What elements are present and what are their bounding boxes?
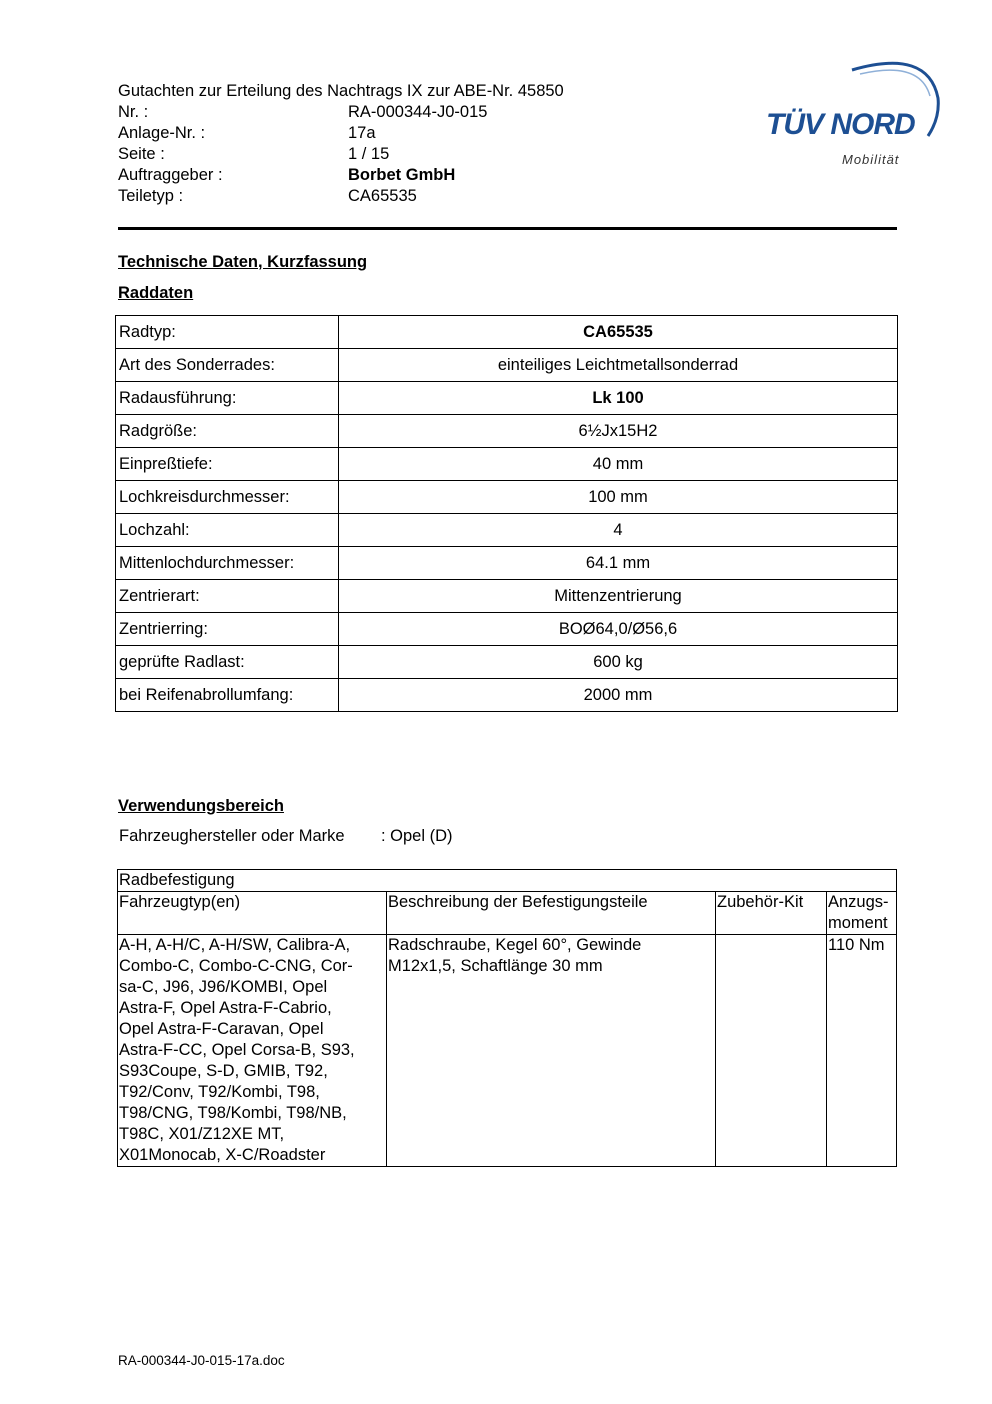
manufacturer-label: Fahrzeughersteller oder Marke xyxy=(119,827,345,845)
vehicle-line: sa-C, J96, J96/KOMBI, Opel xyxy=(119,978,328,996)
row-value: Mittenzentrierung xyxy=(339,580,898,613)
table-row xyxy=(116,349,898,382)
header-row-auftraggeber xyxy=(118,165,564,186)
vehicle-line: Opel Astra-F-Caravan, Opel xyxy=(119,1020,324,1038)
row-label: Zentrierring: xyxy=(116,613,339,646)
footer-filename: RA-000344-J0-015-17a.doc xyxy=(118,1353,285,1368)
vehicle-types-cell xyxy=(118,935,387,1167)
table-row xyxy=(118,935,897,1167)
torque-header-line1: Anzugs- xyxy=(828,893,889,911)
auftraggeber-value: Borbet GmbH xyxy=(348,166,456,184)
raddaten-table xyxy=(115,315,898,712)
row-value: 4 xyxy=(339,514,898,547)
document-title: Gutachten zur Erteilung des Nachtrags IX zur ABE-Nr. 45850 xyxy=(118,82,564,100)
row-label: Art des Sonderrades: xyxy=(116,349,339,382)
nr-label: Nr. : xyxy=(118,103,149,121)
vehicle-line: T92/Conv, T92/Kombi, T98, xyxy=(119,1083,320,1101)
manufacturer-value: : Opel (D) xyxy=(381,827,453,845)
row-value: 64.1 mm xyxy=(339,547,898,580)
vehicle-line: S93Coupe, S-D, GMIB, T92, xyxy=(119,1062,328,1080)
kit-cell xyxy=(716,935,827,1167)
torque-cell: 110 Nm xyxy=(827,935,897,1167)
section-heading-verwendung: Verwendungsbereich xyxy=(118,797,284,815)
table-row xyxy=(116,481,898,514)
vehicle-line: X01Monocab, X-C/Roadster xyxy=(119,1146,326,1164)
row-value: 40 mm xyxy=(339,448,898,481)
header-row-seite xyxy=(118,144,564,165)
logo-subtitle: Mobilität xyxy=(842,152,900,167)
auftraggeber-label: Auftraggeber : xyxy=(118,166,223,184)
row-label: Radtyp: xyxy=(116,316,339,349)
row-value: 600 kg xyxy=(339,646,898,679)
table-row xyxy=(116,514,898,547)
anlage-value: 17a xyxy=(348,124,376,142)
row-label: Zentrierart: xyxy=(116,580,339,613)
table-row xyxy=(116,415,898,448)
seite-label: Seite : xyxy=(118,145,165,163)
row-label: Lochzahl: xyxy=(116,514,339,547)
row-value: BOØ64,0/Ø56,6 xyxy=(339,613,898,646)
row-label: geprüfte Radlast: xyxy=(116,646,339,679)
radbefestigung-table xyxy=(117,869,897,1167)
row-label: Radausführung: xyxy=(116,382,339,415)
vehicle-line: A-H, A-H/C, A-H/SW, Calibra-A, xyxy=(119,936,351,954)
vehicle-line: Astra-F-CC, Opel Corsa-B, S93, xyxy=(119,1041,355,1059)
row-label: Einpreßtiefe: xyxy=(116,448,339,481)
vehicle-line: T98/CNG, T98/Kombi, T98/NB, xyxy=(119,1104,347,1122)
table-title: Radbefestigung xyxy=(118,870,897,892)
header-divider xyxy=(118,227,897,230)
manufacturer-line xyxy=(119,827,453,846)
row-label: Mittenlochdurchmesser: xyxy=(116,547,339,580)
tuev-nord-logo xyxy=(760,56,950,171)
torque-header-line2: moment xyxy=(828,914,888,932)
header-row-teiletyp xyxy=(118,186,564,207)
table-row xyxy=(116,547,898,580)
vehicle-line: Astra-F, Opel Astra-F-Cabrio, xyxy=(119,999,332,1017)
row-value: Lk 100 xyxy=(339,382,898,415)
col-header-kit: Zubehör-Kit xyxy=(716,892,827,935)
header-row-nr xyxy=(118,102,564,123)
row-label: bei Reifenabrollumfang: xyxy=(116,679,339,712)
description-line: M12x1,5, Schaftlänge 30 mm xyxy=(388,957,603,975)
nr-value: RA-000344-J0-015 xyxy=(348,103,488,121)
row-value: 2000 mm xyxy=(339,679,898,712)
table-row xyxy=(116,448,898,481)
table-title-row xyxy=(118,870,897,892)
row-value: einteiliges Leichtmetallsonderrad xyxy=(339,349,898,382)
table-row xyxy=(116,580,898,613)
col-header-torque xyxy=(827,892,897,935)
table-row xyxy=(116,679,898,712)
section-heading-tech: Technische Daten, Kurzfassung xyxy=(118,253,368,271)
row-value: CA65535 xyxy=(339,316,898,349)
table-row xyxy=(116,382,898,415)
description-cell xyxy=(387,935,716,1167)
table-row xyxy=(116,646,898,679)
teiletyp-label: Teiletyp : xyxy=(118,187,184,205)
col-header-description: Beschreibung der Befestigungsteile xyxy=(387,892,716,935)
vehicle-line: Combo-C, Combo-C-CNG, Cor- xyxy=(119,957,353,975)
row-value: 100 mm xyxy=(339,481,898,514)
row-label: Lochkreisdurchmesser: xyxy=(116,481,339,514)
teiletyp-value: CA65535 xyxy=(348,187,417,205)
description-line: Radschraube, Kegel 60°, Gewinde xyxy=(388,936,642,954)
section-heading-raddaten: Raddaten xyxy=(118,284,194,302)
seite-value: 1 / 15 xyxy=(348,145,390,163)
vehicle-line: T98C, X01/Z12XE MT, xyxy=(119,1125,285,1143)
header-row-anlage xyxy=(118,123,564,144)
table-header-row xyxy=(118,892,897,935)
col-header-vehicle: Fahrzeugtyp(en) xyxy=(118,892,387,935)
table-row xyxy=(116,613,898,646)
logo-brand: TÜV NORD xyxy=(766,108,915,141)
row-value: 6½Jx15H2 xyxy=(339,415,898,448)
table-row xyxy=(116,316,898,349)
row-label: Radgröße: xyxy=(116,415,339,448)
anlage-label: Anlage-Nr. : xyxy=(118,124,206,142)
document-header xyxy=(118,81,564,207)
